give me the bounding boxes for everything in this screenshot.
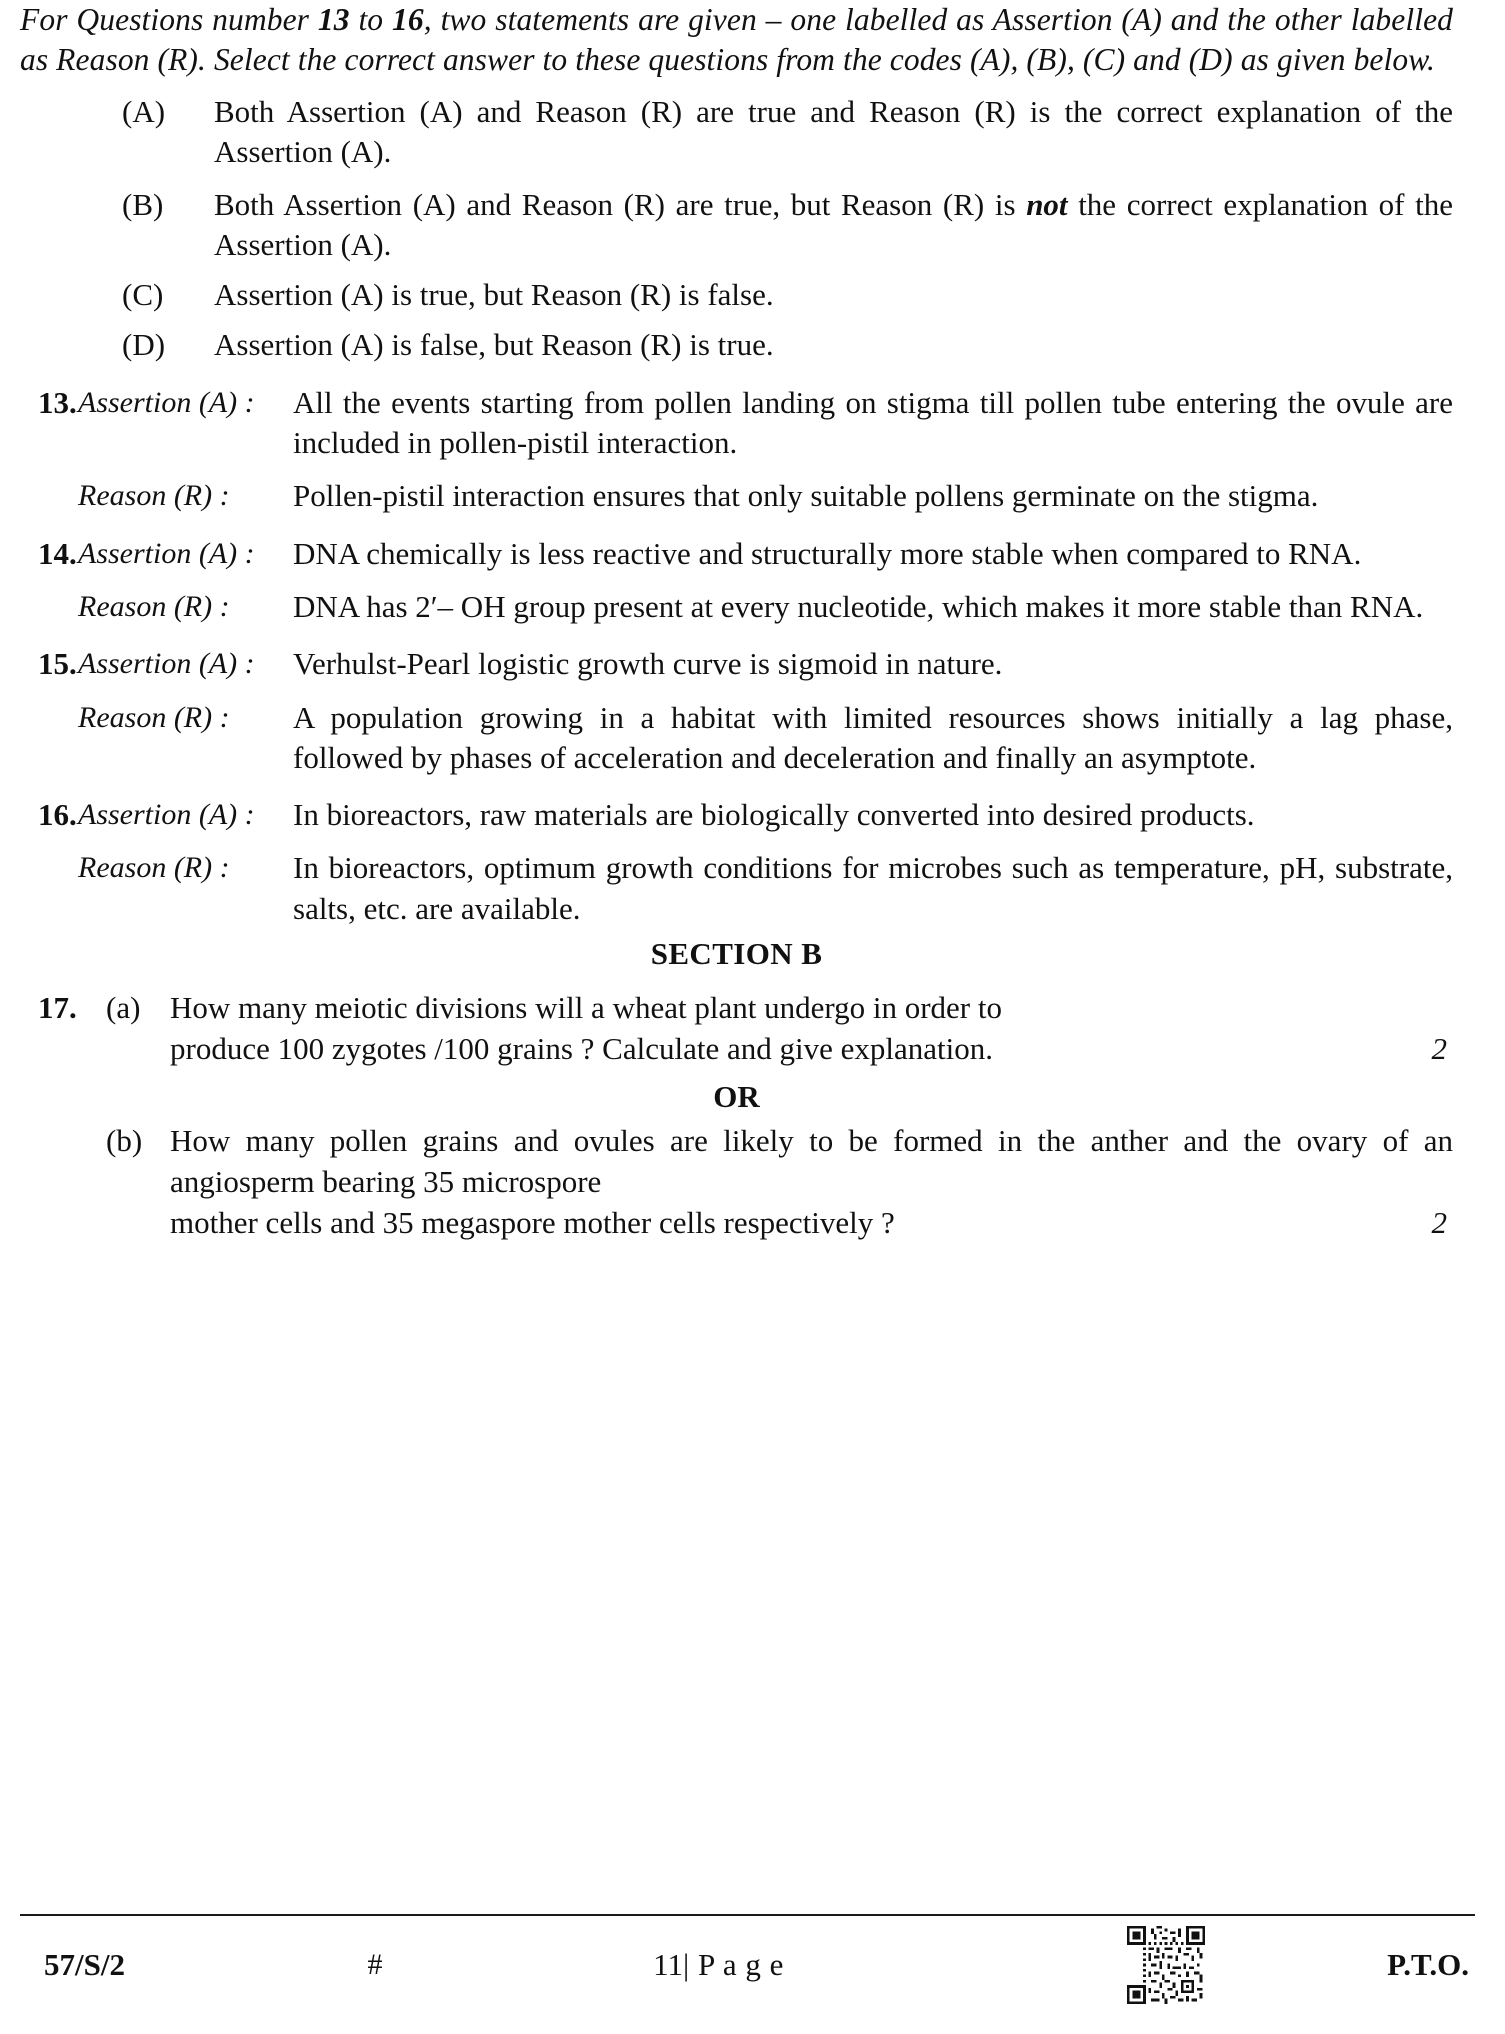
- instructions-text-3: , two statements are given – one labelled as Assertion (A) and the other labelled as Reason (R). Select the correct answer to these questions from the codes (A), (B), (C) and (D) as given below.: [20, 2, 1453, 77]
- question-15-number: 15.: [38, 646, 77, 682]
- question-17-part-a-line1: How many meiotic divisions will a wheat plant undergo in order to: [170, 990, 1002, 1026]
- question-17-part-b-line2: mother cells and 35 megaspore mother cells respectively ?: [170, 1204, 895, 1240]
- hash-mark: #: [367, 1948, 383, 1981]
- option-text-c: Assertion (A) is true, but Reason (R) is false.: [214, 277, 774, 313]
- option-label-d: (D): [122, 327, 166, 363]
- question-13: [20, 383, 1453, 517]
- question-14-reason-text: DNA has 2′– OH group present at every nucleotide, which makes it more stable than RNA.: [293, 588, 1424, 624]
- question-16-assertion-label: Assertion (A) :: [78, 798, 255, 832]
- page-separator: |: [683, 1947, 690, 1982]
- question-16-reason-text: In bioreactors, optimum growth conditions for microbes such as temperature, pH, substrate, salts, etc. are available.: [293, 850, 1453, 926]
- question-16: [20, 795, 1453, 929]
- option-b-emphasis: not: [1026, 186, 1068, 222]
- page-indicator: [460, 1947, 1127, 1983]
- or-divider: OR: [713, 1078, 760, 1114]
- question-17-number: 17.: [38, 990, 77, 1026]
- question-17-part-a: [20, 988, 1453, 1070]
- question-17-part-a-label: (a): [106, 990, 141, 1026]
- question-17-part-b-label: (b): [106, 1122, 143, 1158]
- question-17-part-b-line1: How many pollen grains and ovules are likely to be formed in the anther and the ovary of an angiosperm bearing 35 microspore: [170, 1122, 1453, 1199]
- question-13-number: 13.: [38, 384, 77, 420]
- instructions-text-1: For Questions number: [20, 2, 318, 37]
- question-14-reason-label: Reason (R) :: [78, 589, 230, 623]
- option-label-a: (A): [122, 94, 166, 129]
- option-label-c: (C): [122, 277, 164, 313]
- question-15-reason-label: Reason (R) :: [78, 700, 230, 734]
- question-17-part-a-marks: 2: [1431, 1030, 1447, 1066]
- section-b-heading: SECTION B: [650, 936, 823, 972]
- instructions-text-2: to: [349, 2, 393, 37]
- question-13-assertion-row: [20, 383, 1453, 464]
- option-row-a: [20, 92, 1453, 173]
- footer-divider: [20, 1914, 1475, 1916]
- question-13-assertion-label: Assertion (A) :: [78, 385, 255, 419]
- question-14-number: 14.: [38, 535, 77, 571]
- question-13-reason-row: [20, 476, 1453, 516]
- option-text-d: Assertion (A) is false, but Reason (R) is true.: [214, 327, 774, 363]
- question-17-part-b-body: [170, 1121, 1453, 1244]
- question-14-reason-row: [20, 587, 1453, 627]
- option-row-c: [20, 275, 1453, 315]
- question-15-reason-text: A population growing in a habitat with limited resources shows initially a lag phase, followed by phases of acceleration and deceleration and finally an asymptote.: [293, 699, 1453, 775]
- question-17-part-b-line2-row: [170, 1203, 1453, 1244]
- question-16-number: 16.: [38, 797, 77, 833]
- question-16-reason-label: Reason (R) :: [78, 851, 230, 885]
- option-text-a: Both Assertion (A) and Reason (R) are true and Reason (R) is the correct explanation of the Assertion (A).: [214, 94, 1453, 170]
- page-word: P a g e: [697, 1947, 784, 1982]
- option-b-post: the correct explanation of the Assertion (A).: [214, 186, 1453, 262]
- question-16-assertion-row: [20, 795, 1453, 835]
- qr-code-icon: [1127, 1926, 1205, 2004]
- question-13-reason-label: Reason (R) :: [78, 479, 230, 513]
- question-14-assertion-label: Assertion (A) :: [78, 536, 255, 570]
- question-14-assertion-text: DNA chemically is less reactive and structurally more stable when compared to RNA.: [293, 535, 1362, 571]
- question-17-part-b-marks: 2: [1431, 1204, 1447, 1240]
- instructions-paragraph: [20, 0, 1453, 80]
- question-17-part-a-line2: produce 100 zygotes /100 grains ? Calculate and give explanation.: [170, 1030, 993, 1066]
- question-15-reason-row: [20, 698, 1453, 779]
- question-15: [20, 644, 1453, 778]
- question-17-part-a-body: [170, 988, 1453, 1070]
- option-row-d: [20, 325, 1453, 365]
- instructions-range-end: 16: [392, 2, 424, 37]
- question-15-assertion-row: [20, 644, 1453, 684]
- question-16-assertion-text: In bioreactors, raw materials are biologically converted into desired products.: [293, 797, 1255, 833]
- question-15-assertion-text: Verhulst-Pearl logistic growth curve is sigmoid in nature.: [293, 646, 1003, 682]
- instructions-range-start: 13: [317, 2, 350, 37]
- pto-label: P.T.O.: [1387, 1947, 1469, 1982]
- option-row-b: [20, 185, 1453, 266]
- question-15-assertion-label: Assertion (A) :: [78, 647, 255, 681]
- question-17-part-b: [20, 1121, 1453, 1244]
- question-17-part-a-line2-row: [170, 1029, 1453, 1070]
- page-footer: [20, 1924, 1475, 2006]
- option-label-b: (B): [122, 186, 164, 222]
- page-number: 11: [653, 1947, 684, 1982]
- paper-code: 57/S/2: [44, 1947, 125, 1982]
- question-14-assertion-row: [20, 534, 1453, 574]
- option-text-b: [214, 185, 1453, 266]
- question-13-assertion-text: All the events starting from pollen landing on stigma till pollen tube entering the ovule are included in pollen-pistil interaction.: [293, 384, 1453, 461]
- question-13-reason-text: Pollen-pistil interaction ensures that only suitable pollens germinate on the stigma.: [293, 478, 1319, 514]
- question-14: [20, 534, 1453, 628]
- question-16-reason-row: [20, 848, 1453, 929]
- option-b-pre: Both Assertion (A) and Reason (R) are true, but Reason (R) is: [214, 186, 1027, 222]
